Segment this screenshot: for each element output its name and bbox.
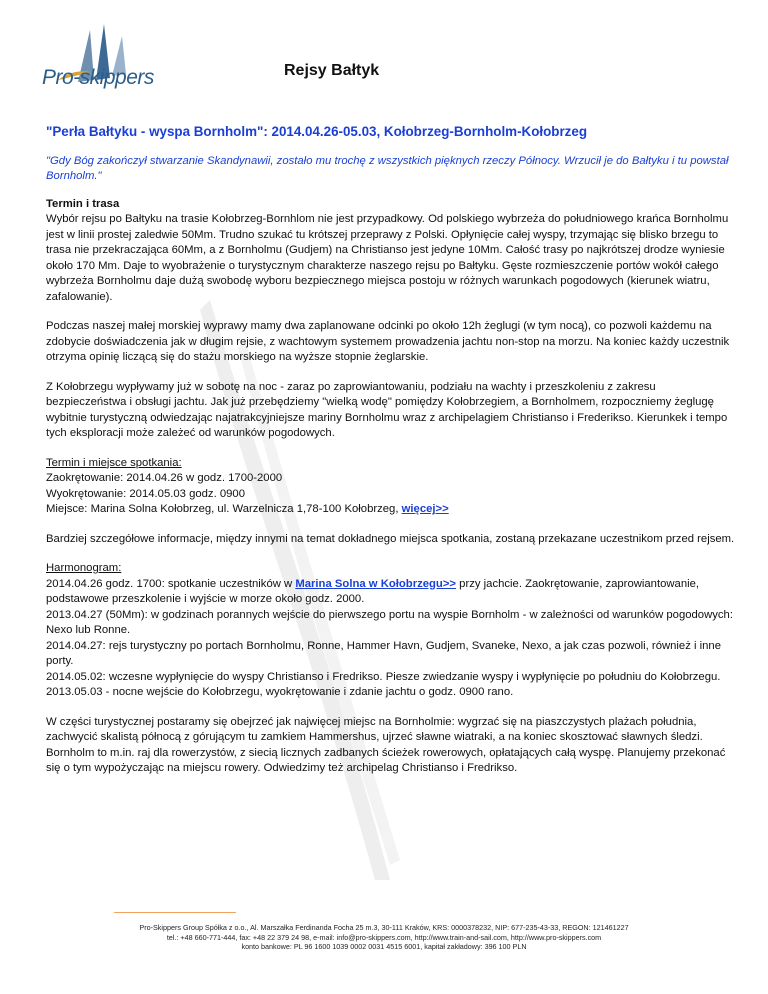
logo-text: Pro-skippers	[42, 66, 154, 89]
schedule-section	[46, 561, 736, 701]
marina-link[interactable]: Marina Solna w Kołobrzegu>>	[295, 577, 457, 590]
schedule-day-1	[46, 577, 736, 608]
meeting-place: Miejsce: Marina Solna Kołobrzeg, ul. Warzelnicza 1,78-100 Kołobrzeg,	[46, 503, 402, 515]
route-section	[46, 197, 736, 306]
trip-title: "Perła Bałtyku - wyspa Bornholm": 2014.04.26-05.03, Kołobrzeg-Bornholm-Kołobrzeg	[46, 124, 588, 139]
footer-line-2: tel.: +48 660-771-444, fax: +48 22 379 24 98, e-mail: info@pro-skippers.com, http://www.train-and-sail.com, http://www.pro-skippers.com	[166, 932, 602, 942]
company-footer	[90, 923, 678, 952]
meeting-section	[46, 456, 736, 518]
page-title: Rejsy Bałtyk	[284, 62, 380, 79]
schedule-day-4: 2014.05.02: wczesne wypłynięcie do wyspy Christianso i Fredrikso. Piesze zwiedzanie wyspy i wypłynięcie po południu do Kołobrzegu.	[46, 670, 721, 683]
schedule-day-1-rest: przy jachcie. Zaokrętowanie, zaprowiantowanie, podstawowe przeszkolenie i wyjście w morze około godz. 2000.	[46, 577, 700, 605]
schedule-day-1-text: 2014.04.26 godz. 1700: spotkanie uczestników w	[46, 577, 296, 590]
main-content	[46, 124, 736, 791]
schedule-day-2: 2013.04.27 (50Mm): w godzinach porannych wejście do pierwszego portu na wyspie Bornholm - w zależności od warunków pogodowych: Nexo lub Ronne.	[46, 608, 733, 636]
footer-line-1: Pro-Skippers Group Spółka z o.o., Al. Marszałka Ferdinanda Focha 25 m.3, 30-111 Kraków, KRS: 0000378232, NIP: 677-235-43-33, REGON: 121461227	[139, 923, 629, 932]
route-heading: Termin i trasa	[46, 197, 120, 210]
schedule-day-5: 2013.05.03 - nocne wejście do Kołobrzegu, wyokrętowanie i zdanie jachtu o godz. 0900 rano.	[46, 686, 514, 698]
paragraph-details: Bardziej szczegółowe informacje, między innymi na temat dokładnego miejsca spotkania, zostaną przekazane uczestnikom przed rejsem.	[46, 532, 735, 545]
meeting-embark: Zaokrętowanie: 2014.04.26 w godz. 1700-2000	[46, 472, 283, 484]
paragraph-sailing: Podczas naszej małej morskiej wyprawy mamy dwa zaplanowane odcinki po około 12h żeglugi (w tym nocą), co pozwoli każdemu na zdobycie doświadczenia jak w długim rejsie, z wachtowym systemem prowadzenia jachtu non-stop na morzu. Na koniec każdy uczestnik otrzyma opinię liczącą się do stażu morskiego na wyższe stopnie żeglarskie.	[46, 320, 730, 363]
route-text: Wybór rejsu po Bałtyku na trasie Kołobrzeg-Bornhlom nie jest przypadkowy. Od polskiego wybrzeża do południowego krańca Bornholmu jest w linii prostej zaledwie 50Mm. Trudno szukać tu krótszej przeprawy z Polski. Opłynięcie całej wyspy, trzymając się blisko brzegu to trasa nie przekraczająca 60Mm, a z Bornholmu (Gudjem) na Christianso jest jedyne 10Mm. Całość trasy po najkrótszej drodze wyniesie około 170 Mm. Daje to wyobrażenie o turystycznym charakterze naszego rejsu po Bałtyku. Gęste rozmieszczenie portów wokół całego wybrzeża Bornholmu daje dużą swobodę wyboru bezpiecznego miejsca postoju w różnych warunkach pogodowych (kierunek wiatru, zafalowanie).	[46, 213, 729, 303]
more-info-link[interactable]: więcej>>	[401, 503, 449, 515]
meeting-place-line	[46, 502, 736, 518]
footer-divider	[114, 912, 236, 913]
schedule-day-3: 2014.04.27: rejs turystyczny po portach Bornholmu, Ronne, Hammer Havn, Gudjem, Svaneke, Nexo, a jak czas pozwoli, również i inne porty.	[46, 639, 722, 667]
meeting-heading: Termin i miejsce spotkania:	[46, 456, 182, 469]
footer-line-3: konto bankowe: PL 96 1600 1039 0002 0031 4515 6001, kapitał zakładowy: 396 100 PLN	[241, 942, 527, 952]
paragraph-tourism: W części turystycznej postaramy się obejrzeć jak najwięcej miejsc na Bornholmie: wygrzać się na piaszczystych plażach południa, zachwycić skalistą północą z górującym tu zamkiem Hammershus, ujrzeć sławne wiatraki, a na koniec skosztować sławnych śledzi. Bornholm to m.in. raj dla rowerzystów, z siecią licznych zadbanych ścieżek rowerowych, opłatających całą wyspę. Planujemy przekonać się o tym wypożyczając na miejscu rowery. Odwiedzimy też archipelag Christianso i Fredrikso.	[46, 715, 726, 774]
paragraph-departure: Z Kołobrzegu wypływamy już w sobotę na noc - zaraz po zaprowiantowaniu, podziału na wachty i przeszkoleniu z zakresu bezpieczeństwa i obsługi jachtu. Jak już przebędziemy "wielką wodę" pomiędzy Kołobrzegiem, a Bornholmem, rozpoczniemy żeglugę wybitnie turystyczną odwiedzając najatrakcyjniejsze mariny Bornholmu wraz z archipelagiem Christianso i Frederikso. Kierunkek i tempo tych eksploracji może zależeć od warunków pogodowych.	[46, 380, 728, 439]
schedule-heading: Harmonogram:	[46, 562, 122, 574]
trip-quote: "Gdy Bóg zakończył stwarzanie Skandynawii, zostało mu trochę z wszystkich pięknych rzeczy Północy. Wrzucił je do Bałtyku i tu powstał Bornholm."	[46, 154, 729, 182]
meeting-disembark: Wyokrętowanie: 2014.05.03 godz. 0900	[46, 487, 245, 500]
